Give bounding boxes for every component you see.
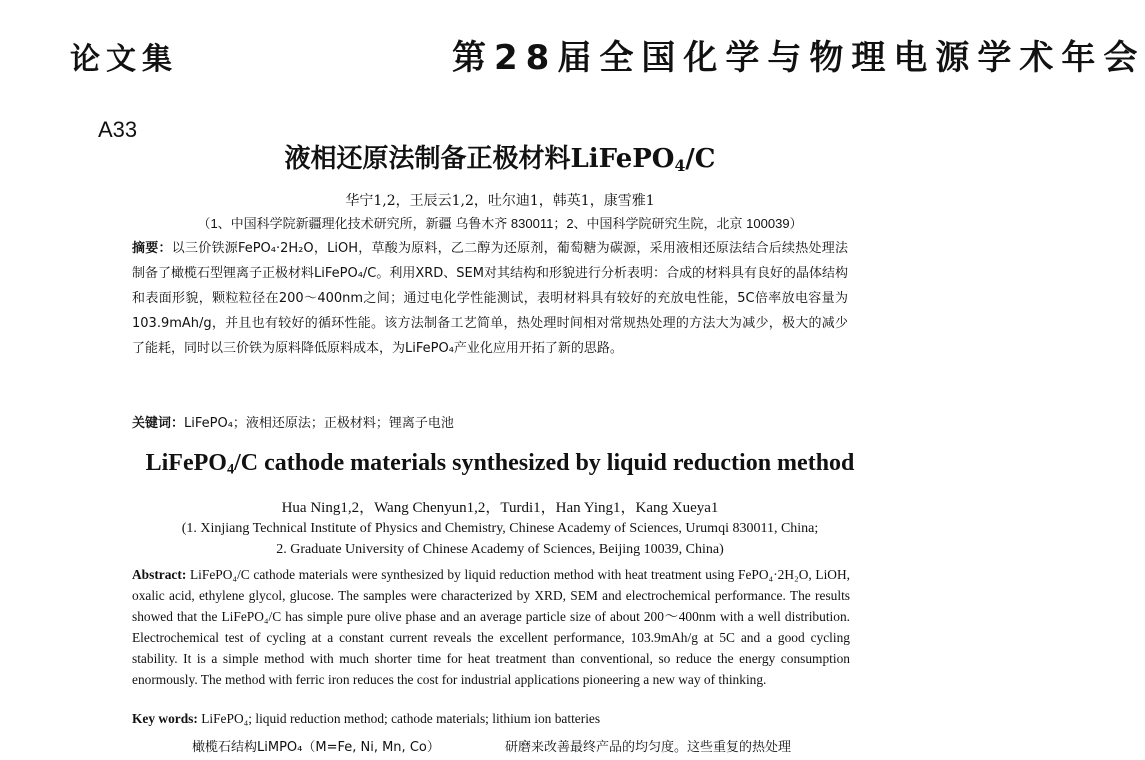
authors-english: Hua Ning1,2，Wang Chenyun1,2，Turdi1，Han Ying1，Kang Xueya1 (281, 500, 719, 516)
keywords-english: Key words: LiFePO₄; liquid reduction method; cathode materials; lithium ion batteries (132, 711, 601, 726)
abstract-label-english: Abstract: (132, 567, 187, 582)
affiliation-english: (1. Xinjiang Technical Institute of Physics and Chemistry, Chinese Academy of Sciences, Urumqi 830011, China; 2. Graduate University of Chinese Academy of Sciences, Beijing 10039, China) (181, 521, 819, 557)
abstract-chinese: 摘要：以三价铁源FePO₄·2H₂O，LiOH，草酸为原料，乙二醇为还原剂，葡萄糖为碳源，采用液相还原法结合后续热处理法制备了橄榄石型锂离子正极材料LiFePO₄/C。利用XRD、SEM对其结构和形貌进行分析表明：合成的材料具有良好的晶体结构和表面形貌，颗粒粒径在200～400nm之间；通过电化学性能测试，表明材料具有较好的充放电性能，5C倍率放电容量为103.9mAh/g，并且也有较好的循环性能。该方法制备工艺简单，热处理时间相对常规热处理的方法大为减少，极大的减少了能耗，同时以三价铁为原料降低原料成本，为LiFePO₄产业化应用开拓了新的思路。 (132, 241, 848, 356)
proceedings-header: 论文集 (70, 42, 178, 77)
affiliation-chinese: （1、中国科学院新疆理化技术研究所，新疆 乌鲁木齐 830011；2、中国科学院研究生院，北京 100039） (197, 216, 803, 231)
paper-code: A33 (98, 117, 138, 142)
abstract-english: Abstract: LiFePO₄/C cathode materials were synthesized by liquid reduction method with heat treatment using FePO₄·2H₂O, LiOH, oxalic acid, ethylene glycol, glucose. The samples were characterized by XRD, SEM and electrochemical performance. The results showed that the LiFePO₄/C has simple pure olive phase and an average particle size of about 200～400nm with a well distribution. Electrochemical test of cycling at a constant current reveals the excellent performance, 103.9mAh/g at 5C and a good cycling stability. It is a simple method with much shorter time for heat treatment than conventional, so reduce the energy consumption enormously. The method with ferric iron reduces the cost for industrial applications pioneering a new way of thinking. (132, 567, 850, 687)
keywords-chinese: 关键词：LiFePO₄；液相还原法；正极材料；锂离子电池 (132, 416, 454, 431)
body-text-right-column: 研磨来改善最终产品的均匀度。这些重复的热处理 (505, 740, 792, 755)
conference-header: 第28届全国化学与物理电源学术年会 (452, 38, 1145, 78)
title-chinese: 液相还原法制备正极材料LiFePO$_4$/C (284, 144, 716, 175)
body-text-left-column: 橄榄石结构LiMPO₄（M=Fe, Ni, Mn, Co） (192, 740, 440, 755)
title-english: LiFePO$_4$/C cathode materials synthesized by liquid reduction method (145, 450, 855, 478)
authors-chinese: 华宁1,2，王辰云1,2，吐尔迪1，韩英1，康雪雅1 (345, 193, 655, 209)
abstract-label-chinese: 摘要： (132, 241, 172, 256)
